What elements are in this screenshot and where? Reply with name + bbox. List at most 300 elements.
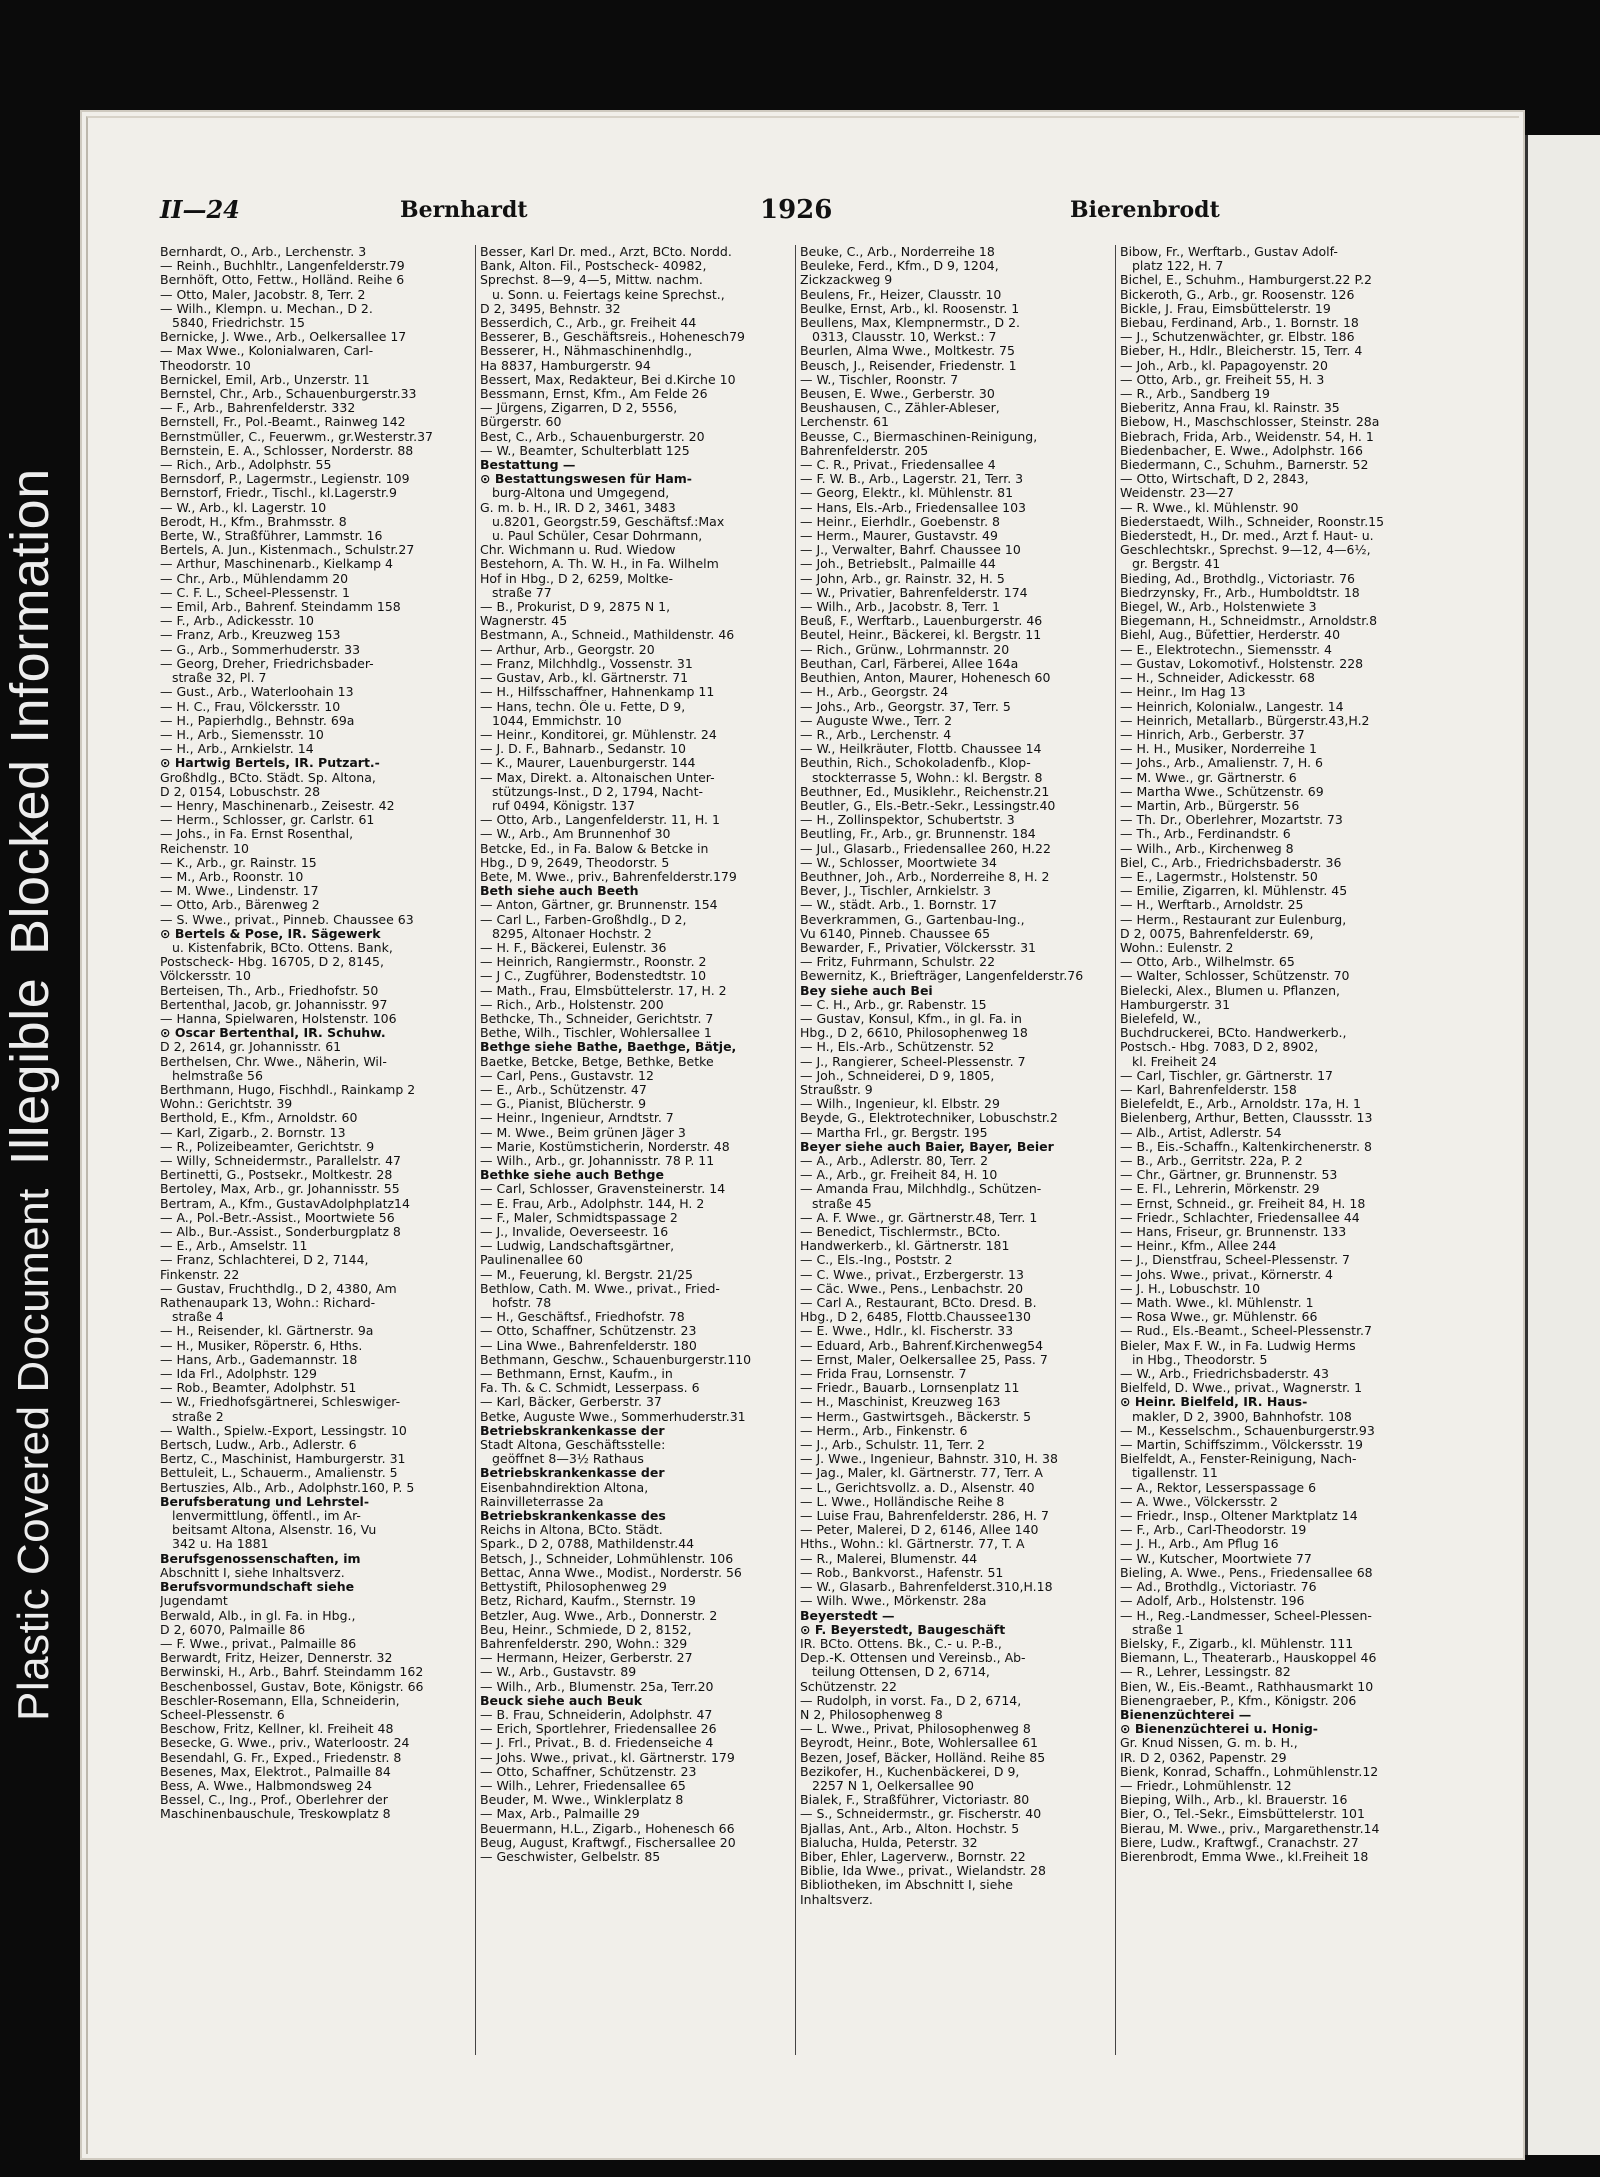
directory-entry-line: IR. D 2, 0362, Papenstr. 29: [1120, 1750, 1287, 1765]
directory-entry-line: Betriebskrankenkasse der: [480, 1423, 665, 1438]
directory-entry-line: Beutel, Heinr., Bäckerei, kl. Bergstr. 11: [800, 628, 1042, 643]
directory-entry-line: Betke, Auguste Wwe., Sommerhuderstr.31: [480, 1409, 746, 1424]
directory-entry-line: — Lina Wwe., Bahrenfelderstr. 180: [480, 1338, 697, 1353]
directory-entry-line: Bieberitz, Anna Frau, kl. Rainstr. 35: [1120, 401, 1340, 416]
directory-entry-line: — Carl, Tischler, gr. Gärtnerstr. 17: [1120, 1068, 1333, 1083]
directory-entry-line: — H. C., Frau, Völckersstr. 10: [160, 699, 341, 714]
directory-entry-line: — H., Arb., Siemensstr. 10: [160, 727, 324, 742]
directory-entry-line: — Rob., Beamter, Adolphstr. 51: [160, 1381, 357, 1396]
directory-entry-line: — Hans, Arb., Gademannstr. 18: [160, 1352, 358, 1367]
side-label-text: Plastic Covered Document: [9, 1188, 58, 1721]
directory-entry-line: — Frida Frau, Lornsenstr. 7: [800, 1367, 967, 1382]
directory-entry-line: — H. F., Bäckerei, Eulenstr. 36: [480, 940, 667, 955]
directory-entry-line: — Rosa Wwe., gr. Mühlenstr. 66: [1120, 1310, 1318, 1325]
directory-entry-line: Straußstr. 9: [800, 1082, 873, 1097]
directory-entry-line: Bestehorn, A. Th. W. H., in Fa. Wilhelm: [480, 557, 719, 572]
directory-entry-line: Völckersstr. 10: [160, 969, 251, 984]
directory-entry-line: — Wilh., Arb., Kirchenweg 8: [1120, 841, 1294, 856]
directory-entry-line: Bickle, J. Frau, Eimsbüttelerstr. 19: [1120, 301, 1331, 316]
directory-entry-line: Bialek, F., Straßführer, Victoriastr. 80: [800, 1793, 1030, 1808]
directory-entry-line: Bibow, Fr., Werftarb., Gustav Adolf-: [1120, 245, 1338, 259]
directory-entry-line: — Joh., Betriebslt., Palmaille 44: [800, 557, 996, 572]
directory-entry-line: lenvermittlung, öffentl., im Ar-: [172, 1509, 361, 1524]
directory-entry-line: — R., Arb., Lerchenstr. 4: [800, 727, 952, 742]
directory-entry-line: Berwinski, H., Arb., Bahrf. Steindamm 162: [160, 1665, 424, 1680]
directory-entry-line: Postsch.- Hbg. 7083, D 2, 8902,: [1120, 1040, 1319, 1055]
directory-entry-line: — M. Wwe., Lindenstr. 17: [160, 884, 319, 899]
directory-entry-line: — Arthur, Maschinenarb., Kielkamp 4: [160, 557, 393, 572]
directory-entry-line: Paulinenallee 60: [480, 1253, 583, 1268]
directory-entry-line: — Carl, Pens., Gustavstr. 12: [480, 1068, 654, 1083]
directory-entry-line: Betriebskrankenkasse der: [480, 1466, 665, 1481]
directory-entry-line: — E. Frau, Arb., Adolphstr. 144, H. 2: [480, 1196, 705, 1211]
side-label-text2: Illegible: [0, 977, 60, 1166]
directory-entry-line: — Cäc. Wwe., Pens., Lenbachstr. 20: [800, 1281, 1024, 1296]
directory-entry-line: Bertoley, Max, Arb., gr. Johannisstr. 55: [160, 1182, 400, 1197]
directory-entry-line: — Alb., Bur.-Assist., Sonderburgplatz 8: [160, 1225, 401, 1240]
directory-entry-line: — G., Pianist, Blücherstr. 9: [480, 1097, 647, 1112]
directory-entry-line: kl. Freiheit 24: [1132, 1054, 1217, 1069]
directory-entry-line: Berufsberatung und Lehrstel-: [160, 1494, 370, 1509]
directory-entry-line: — Carl A., Restaurant, BCto. Dresd. B.: [800, 1296, 1037, 1311]
directory-entry-line: Berthmann, Hugo, Fischhdl., Rainkamp 2: [160, 1082, 416, 1097]
directory-entry-line: Buchdruckerei, BCto. Handwerkerb.,: [1120, 1026, 1347, 1041]
directory-entry-line: Bezen, Josef, Bäcker, Holländ. Reihe 85: [800, 1750, 1046, 1765]
directory-entry-line: Beulens, Fr., Heizer, Clausstr. 10: [800, 287, 1002, 302]
directory-entry-line: Beuder, M. Wwe., Winklerplatz 8: [480, 1793, 684, 1808]
directory-entry-line: Baetke, Betcke, Betge, Bethke, Betke: [480, 1054, 714, 1069]
directory-entry-line: Postscheck- Hbg. 16705, D 2, 8145,: [160, 955, 384, 970]
directory-entry-line: Betzler, Aug. Wwe., Arb., Donnerstr. 2: [480, 1608, 718, 1623]
directory-entry-line: Bieler, Max F. W., in Fa. Ludwig Herms: [1120, 1338, 1356, 1353]
directory-entry-line: Berufsgenossenschaften, im: [160, 1551, 361, 1566]
directory-entry-line: ⊙ Bertels & Pose, IR. Sägewerk: [160, 926, 381, 941]
directory-entry-line: — L. Wwe., Privat, Philosophenweg 8: [800, 1722, 1031, 1737]
directory-entry-line: Gr. Knud Nissen, G. m. b. H.,: [1120, 1736, 1298, 1751]
directory-entry-line: u. Paul Schüler, Cesar Dohrmann,: [492, 529, 703, 544]
directory-entry-line: — Th. Dr., Oberlehrer, Mozartstr. 73: [1120, 813, 1343, 828]
directory-entry-line: — W., Schlosser, Moortwiete 34: [800, 855, 997, 870]
directory-entry-line: D 2, 3495, Behnstr. 32: [480, 301, 621, 316]
directory-entry-line: Biel, C., Arb., Friedrichsbaderstr. 36: [1120, 855, 1342, 870]
directory-entry-line: u. Sonn. u. Feiertags keine Sprechst.,: [492, 287, 725, 302]
directory-entry-line: — Bethmann, Ernst, Kaufm., in: [480, 1367, 673, 1382]
column-divider: [1115, 245, 1116, 2055]
directory-entry-line: — H., Arb., Georgstr. 24: [800, 685, 949, 700]
directory-entry-line: — S., Schneidermstr., gr. Fischerstr. 40: [800, 1807, 1042, 1822]
directory-entry-line: — K., Maurer, Lauenburgerstr. 144: [480, 756, 696, 771]
directory-entry-line: Bestmann, A., Schneid., Mathildenstr. 46: [480, 628, 735, 643]
directory-entry-line: Abschnitt I, siehe Inhaltsverz.: [160, 1565, 345, 1580]
directory-entry-line: Best, C., Arb., Schauenburgerstr. 20: [480, 429, 705, 444]
directory-entry-line: — Wilh. Wwe., Mörkenstr. 28a: [800, 1594, 987, 1609]
directory-entry-line: — E. Wwe., Hdlr., kl. Fischerstr. 33: [800, 1324, 1014, 1339]
directory-entry-line: — Hinrich, Arb., Gerberstr. 37: [1120, 727, 1305, 742]
directory-entry-line: Biebrach, Frida, Arb., Weidenstr. 54, H. 1: [1120, 429, 1374, 444]
last-entry-name: Bierenbrodt: [1070, 197, 1220, 223]
column-2: [480, 245, 798, 1864]
directory-entry-line: — H., Werftarb., Arnoldstr. 25: [1120, 898, 1304, 913]
directory-entry-line: — Heinr., Eierhdlr., Goebenstr. 8: [800, 514, 1000, 529]
directory-entry-line: — M. Wwe., Beim grünen Jäger 3: [480, 1125, 686, 1140]
directory-entry-line: Berthold, E., Kfm., Arnoldstr. 60: [160, 1111, 358, 1126]
directory-entry-line: Beth siehe auch Beeth: [480, 884, 639, 899]
directory-entry-line: IR. BCto. Ottens. Bk., C.- u. P.-B.,: [800, 1636, 1002, 1651]
directory-entry-line: — Willy, Schneidermstr., Parallelstr. 47: [160, 1154, 401, 1168]
directory-entry-line: — Ad., Brothdlg., Victoriastr. 76: [1120, 1580, 1317, 1595]
directory-entry-line: — Max, Arb., Palmaille 29: [480, 1807, 640, 1822]
directory-entry-line: Biebow, H., Maschschlosser, Steinstr. 28a: [1120, 415, 1380, 430]
directory-entry-line: — Wilh., Ingenieur, kl. Elbstr. 29: [800, 1097, 1000, 1112]
directory-entry-line: Beyrodt, Heinr., Bote, Wohlersallee 61: [800, 1736, 1038, 1751]
directory-entry-line: — G., Arb., Sommerhuderstr. 33: [160, 642, 361, 657]
directory-entry-line: tigallenstr. 11: [1132, 1466, 1218, 1481]
directory-entry-line: — Marie, Kostümsticherin, Norderstr. 48: [480, 1139, 730, 1154]
directory-entry-line: — Herm., Arb., Finkenstr. 6: [800, 1423, 968, 1438]
directory-entry-line: — Otto, Schaffner, Schützenstr. 23: [480, 1764, 697, 1779]
directory-entry-line: — John, Arb., gr. Rainstr. 32, H. 5: [800, 571, 1005, 586]
directory-entry-line: Beuleke, Ferd., Kfm., D 9, 1204,: [800, 259, 999, 274]
directory-entry-line: 1044, Emmichstr. 10: [492, 713, 622, 728]
directory-entry-line: — M. Wwe., gr. Gärtnerstr. 6: [1120, 770, 1297, 785]
directory-entry-line: — Herm., Gastwirtsgeh., Bäckerstr. 5: [800, 1409, 1032, 1424]
directory-entry-line: Wagnerstr. 45: [480, 614, 568, 629]
directory-entry-line: Schützenstr. 22: [800, 1679, 897, 1694]
directory-entry-line: teilung Ottensen, D 2, 6714,: [812, 1665, 990, 1680]
directory-entry-line: Besenes, Max, Elektrot., Palmaille 84: [160, 1764, 391, 1779]
directory-entry-line: — H. H., Musiker, Norderreihe 1: [1120, 742, 1317, 757]
directory-entry-line: — M., Feuerung, kl. Bergstr. 21/25: [480, 1267, 694, 1282]
directory-entry-line: — Gustav, Lokomotivf., Holstenstr. 228: [1120, 656, 1364, 671]
directory-entry-line: Bjallas, Ant., Arb., Alton. Hochstr. 5: [800, 1821, 1020, 1836]
directory-entry-line: Beug, August, Kraftwgf., Fischersallee 20: [480, 1835, 736, 1850]
directory-entry-line: — Walter, Schlosser, Schützenstr. 70: [1120, 969, 1350, 984]
directory-entry-line: — Hermann, Heizer, Gerberstr. 27: [480, 1651, 693, 1666]
directory-entry-line: Beu, Heinr., Schmiede, D 2, 8152,: [480, 1622, 692, 1637]
directory-entry-line: — Alb., Artist, Adlerstr. 54: [1120, 1125, 1282, 1140]
directory-entry-line: — J., Schutzenwächter, gr. Elbstr. 186: [1120, 330, 1355, 345]
directory-entry-line: Beusch, J., Reisender, Friedenstr. 1: [800, 358, 1017, 373]
directory-entry-line: — Karl, Bäcker, Gerberstr. 37: [480, 1395, 662, 1410]
column-4: [1120, 245, 1438, 1864]
directory-entry-line: Bernstorf, Friedr., Tischl., kl.Lagerstr.9: [160, 486, 397, 501]
directory-entry-line: Bessel, C., Ing., Prof., Oberlehrer der: [160, 1793, 388, 1808]
directory-entry-line: — Wilh., Arb., Blumenstr. 25a, Terr.20: [480, 1679, 714, 1694]
directory-entry-line: Sprechst. 8—9, 4—5, Mittw. nachm.: [480, 273, 703, 288]
directory-entry-line: Jugendamt: [160, 1594, 228, 1609]
directory-entry-line: Zickzackweg 9: [800, 273, 893, 288]
directory-entry-line: Bank, Alton. Fil., Postscheck- 40982,: [480, 259, 707, 274]
directory-entry-line: Bertels, A. Jun., Kistenmach., Schulstr.27: [160, 543, 415, 558]
directory-entry-line: Berteisen, Th., Arb., Friedhofstr. 50: [160, 983, 379, 998]
directory-entry-line: Bierenbrodt, Emma Wwe., kl.Freiheit 18: [1120, 1849, 1369, 1864]
directory-entry-line: — Jul., Glasarb., Friedensallee 260, H.22: [800, 841, 1051, 856]
directory-entry-line: Wohn.: Gerichtstr. 39: [160, 1097, 293, 1112]
directory-entry-line: — E., Lagermstr., Holstenstr. 50: [1120, 869, 1318, 884]
directory-entry-line: Bethcke, Th., Schneider, Gerichtstr. 7: [480, 1011, 714, 1026]
directory-entry-line: Beushausen, C., Zähler-Ableser,: [800, 401, 1000, 416]
directory-entry-line: Biber, Ehler, Lagerverw., Bornstr. 22: [800, 1849, 1026, 1864]
directory-entry-line: — Emil, Arb., Bahrenf. Steindamm 158: [160, 600, 401, 615]
directory-entry-line: Bernhöft, Otto, Fettw., Holländ. Reihe 6: [160, 273, 405, 288]
directory-entry-line: — W., Glasarb., Bahrenfelderst.310,H.18: [800, 1580, 1053, 1595]
directory-entry-line: — E., Arb., Schützenstr. 47: [480, 1082, 647, 1097]
directory-entry-line: u.8201, Georgstr.59, Geschäftsf.:Max: [492, 514, 725, 529]
directory-entry-line: — Amanda Frau, Milchhdlg., Schützen-: [800, 1182, 1042, 1197]
directory-entry-line: straße 32, Pl. 7: [172, 671, 267, 686]
directory-entry-line: ⊙ Oscar Bertenthal, IR. Schuhw.: [160, 1026, 386, 1041]
column-divider: [795, 245, 796, 2055]
column-3: [800, 245, 1118, 1907]
directory-entry-line: — W., Arb., kl. Lagerstr. 10: [160, 500, 327, 515]
directory-entry-line: Bethmann, Geschw., Schauenburgerstr.110: [480, 1352, 752, 1367]
first-entry-name: Bernhardt: [400, 197, 528, 223]
directory-entry-line: — M., Arb., Roonstr. 10: [160, 869, 304, 884]
directory-entry-line: — W., städt. Arb., 1. Bornstr. 17: [800, 898, 997, 913]
directory-entry-line: — Ernst, Maler, Oelkersallee 25, Pass. 7: [800, 1352, 1048, 1367]
directory-entry-line: — F., Arb., Bahrenfelderstr. 332: [160, 401, 356, 416]
directory-entry-line: — W., Friedhofsgärtnerei, Schleswiger-: [160, 1395, 401, 1410]
directory-entry-line: Bahrenfelderstr. 290, Wohn.: 329: [480, 1636, 688, 1651]
directory-entry-line: — J., Rangierer, Scheel-Plessenstr. 7: [800, 1054, 1026, 1069]
directory-entry-line: ruf 0494, Königstr. 137: [492, 798, 635, 813]
directory-entry-line: — C. H., Arb., gr. Rabenstr. 15: [800, 997, 987, 1012]
directory-entry-line: Berwardt, Fritz, Heizer, Dennerstr. 32: [160, 1651, 393, 1666]
directory-entry-line: ⊙ Hartwig Bertels, IR. Putzart.-: [160, 756, 380, 771]
directory-entry-line: Besser, Karl Dr. med., Arzt, BCto. Nordd.: [480, 245, 732, 259]
directory-entry-line: — Auguste Wwe., Terr. 2: [800, 713, 953, 728]
directory-entry-line: — C. R., Privat., Friedensallee 4: [800, 458, 996, 473]
directory-entry-line: — F., Arb., Adickesstr. 10: [160, 614, 314, 629]
page-number: II—24: [160, 195, 240, 224]
directory-entry-line: 5840, Friedrichstr. 15: [172, 316, 305, 331]
directory-entry-line: — Gustav, Konsul, Kfm., in gl. Fa. in: [800, 1011, 1022, 1026]
directory-entry-line: Biedenbacher, E. Wwe., Adolphstr. 166: [1120, 443, 1363, 458]
directory-entry-line: Rathenaupark 13, Wohn.: Richard-: [160, 1296, 376, 1311]
directory-entry-line: Reichenstr. 10: [160, 841, 249, 856]
directory-entry-line: — Georg, Elektr., kl. Mühlenstr. 81: [800, 486, 1014, 501]
directory-entry-line: Betz, Richard, Kaufm., Sternstr. 19: [480, 1594, 696, 1609]
directory-entry-line: Hbg., D 9, 2649, Theodorstr. 5: [480, 855, 670, 870]
directory-entry-line: Berte, W., Straßführer, Lammstr. 16: [160, 529, 383, 544]
directory-entry-line: Besendahl, G. Fr., Exped., Friedenstr. 8: [160, 1750, 402, 1765]
directory-entry-line: — Friedr., Insp., Oltener Marktplatz 14: [1120, 1509, 1358, 1524]
directory-entry-line: — Friedr., Bauarb., Lornsenplatz 11: [800, 1381, 1020, 1396]
directory-entry-line: Bettuleit, L., Schauerm., Amalienstr. 5: [160, 1466, 398, 1481]
directory-entry-line: Bessert, Max, Redakteur, Bei d.Kirche 10: [480, 372, 736, 387]
directory-entry-line: G. m. b. H., IR. D 2, 3461, 3483: [480, 500, 676, 515]
directory-entry-line: Chr. Wichmann u. Rud. Wiedow: [480, 543, 676, 558]
directory-entry-line: — Rudolph, in vorst. Fa., D 2, 6714,: [800, 1693, 1022, 1708]
directory-entry-line: — C., Els.-Ing., Poststr. 2: [800, 1253, 953, 1268]
column-1: [160, 245, 478, 1822]
directory-entry-line: — Heinr., Konditorei, gr. Mühlenstr. 24: [480, 727, 717, 742]
directory-entry-line: — H., Maschinist, Kreuzweg 163: [800, 1395, 1001, 1410]
directory-entry-line: Dep.-K. Ottensen und Vereinsb., Ab-: [800, 1651, 1026, 1666]
directory-entry-line: Bethke siehe auch Bethge: [480, 1168, 664, 1183]
directory-entry-line: Beuthner, Ed., Musiklehr., Reichenstr.21: [800, 784, 1050, 799]
directory-entry-line: — Carl L., Farben-Großhdlg., D 2,: [480, 912, 687, 927]
directory-entry-line: Vu 6140, Pinneb. Chaussee 65: [800, 926, 991, 941]
directory-entry-line: Bielefeldt, E., Arb., Arnoldstr. 17a, H. 1: [1120, 1097, 1362, 1112]
directory-entry-line: — Otto, Wirtschaft, D 2, 2843,: [1120, 472, 1309, 487]
directory-entry-line: Bey siehe auch Bei: [800, 983, 933, 998]
directory-entry-line: — Gustav, Fruchthdlg., D 2, 4380, Am: [160, 1281, 397, 1296]
directory-entry-line: — Johs., in Fa. Ernst Rosenthal,: [160, 827, 354, 842]
directory-entry-line: Bibliotheken, im Abschnitt I, siehe: [800, 1878, 1013, 1893]
directory-entry-line: — K., Arb., gr. Rainstr. 15: [160, 855, 317, 870]
directory-entry-line: Großhdlg., BCto. Städt. Sp. Altona,: [160, 770, 376, 785]
directory-entry-line: Reichs in Altona, BCto. Städt.: [480, 1523, 663, 1538]
directory-entry-line: — B., Prokurist, D 9, 2875 N 1,: [480, 600, 671, 615]
directory-entry-line: Hbg., D 2, 6610, Philosophenweg 18: [800, 1026, 1028, 1041]
directory-entry-line: — J. D. F., Bahnarb., Sedanstr. 10: [480, 742, 686, 757]
directory-entry-line: Beuke, C., Arb., Norderreihe 18: [800, 245, 995, 259]
directory-entry-line: Hbg., D 2, 6485, Flottb.Chaussee130: [800, 1310, 1031, 1325]
directory-entry-line: — Herm., Schlosser, gr. Carlstr. 61: [160, 813, 375, 828]
directory-entry-line: — Johs. Wwe., privat., Körnerstr. 4: [1120, 1267, 1334, 1282]
directory-entry-line: — W., Arb., Am Brunnenhof 30: [480, 827, 671, 842]
directory-entry-line: — Wilh., Arb., gr. Johannisstr. 78 P. 11: [480, 1154, 715, 1168]
directory-entry-line: — Heinrich, Metallarb., Bürgerstr.43,H.2: [1120, 713, 1370, 728]
next-page-edge: [1525, 135, 1600, 2155]
directory-entry-line: — Benedict, Tischlermstr., BCto.: [800, 1225, 1001, 1240]
directory-entry-line: Beuthner, Joh., Arb., Norderreihe 8, H. 2: [800, 869, 1050, 884]
directory-entry-line: Bahrenfelderstr. 205: [800, 443, 929, 458]
directory-entry-line: Beyerstedt —: [800, 1608, 895, 1623]
directory-entry-line: straße 2: [172, 1409, 224, 1424]
directory-entry-line: Berwald, Alb., in gl. Fa. in Hbg.,: [160, 1608, 356, 1623]
directory-entry-line: Bienk, Konrad, Schaffn., Lohmühlenstr.12: [1120, 1764, 1379, 1779]
directory-entry-line: Biere, Ludw., Kraftwgf., Cranachstr. 27: [1120, 1835, 1359, 1850]
directory-entry-line: gr. Bergstr. 41: [1132, 557, 1221, 572]
column-divider: [475, 245, 476, 2055]
directory-entry-line: Berthelsen, Chr. Wwe., Näherin, Wil-: [160, 1054, 387, 1069]
directory-entry-line: burg-Altona und Umgegend,: [492, 486, 670, 501]
directory-entry-line: — Geschwister, Gelbelstr. 85: [480, 1849, 661, 1864]
directory-entry-line: ⊙ Bestattungswesen für Ham-: [480, 472, 692, 487]
directory-entry-line: — H., Zollinspektor, Schubertstr. 3: [800, 813, 1015, 828]
directory-entry-line: Theodorstr. 10: [160, 358, 251, 373]
directory-entry-line: Hths., Wohn.: kl. Gärtnerstr. 77, T. A: [800, 1537, 1025, 1552]
directory-entry-line: — Otto, Schaffner, Schützenstr. 23: [480, 1324, 697, 1339]
directory-entry-line: D 2, 0154, Lobuschstr. 28: [160, 784, 321, 799]
directory-entry-line: Handwerkerb., kl. Gärtnerstr. 181: [800, 1239, 1010, 1254]
directory-entry-line: — R. Wwe., kl. Mühlenstr. 90: [1120, 500, 1299, 515]
directory-entry-line: Berufsvormundschaft siehe: [160, 1580, 355, 1595]
directory-entry-line: ⊙ Bienenzüchterei u. Honig-: [1120, 1722, 1318, 1737]
directory-entry-line: Biegemann, H., Schneidmstr., Arnoldstr.8: [1120, 614, 1378, 629]
directory-entry-line: Bielfeld, D. Wwe., privat., Wagnerstr. 1: [1120, 1381, 1363, 1396]
directory-entry-line: — Chr., Arb., Mühlendamm 20: [160, 571, 349, 586]
directory-entry-line: Bielecki, Alex., Blumen u. Pflanzen,: [1120, 983, 1340, 998]
directory-entry-line: — A., Arb., gr. Freiheit 84, H. 10: [800, 1168, 998, 1183]
directory-entry-line: Bertinetti, G., Postsekr., Moltkestr. 28: [160, 1168, 393, 1183]
directory-entry-line: — A. Wwe., Völckersstr. 2: [1120, 1494, 1278, 1509]
directory-entry-line: Bessmann, Ernst, Kfm., Am Felde 26: [480, 387, 708, 402]
directory-entry-line: — Math., Frau, Elmsbüttelerstr. 17, H. 2: [480, 983, 727, 998]
directory-entry-line: Beschenbossel, Gustav, Bote, Königstr. 66: [160, 1679, 424, 1694]
directory-entry-line: Beuthien, Anton, Maurer, Hohenesch 60: [800, 671, 1051, 686]
directory-entry-line: — E. Fl., Lehrerin, Mörkenstr. 29: [1120, 1182, 1320, 1197]
directory-entry-line: — Gustav, Arb., kl. Gärtnerstr. 71: [480, 671, 689, 686]
directory-entry-line: Biederstedt, H., Dr. med., Arzt f. Haut- u.: [1120, 529, 1374, 544]
directory-entry-line: Betsch, J., Schneider, Lohmühlenstr. 106: [480, 1551, 734, 1566]
directory-entry-line: Stadt Altona, Geschäftsstelle:: [480, 1438, 666, 1453]
directory-entry-line: — W., Beamter, Schulterblatt 125: [480, 443, 690, 458]
directory-entry-line: — Eduard, Arb., Bahrenf.Kirchenweg54: [800, 1338, 1044, 1353]
directory-entry-line: — Heinrich, Rangiermstr., Roonstr. 2: [480, 955, 707, 970]
directory-entry-line: Eisenbahndirektion Altona,: [480, 1480, 649, 1495]
directory-entry-line: beitsamt Altona, Alsenstr. 16, Vu: [172, 1523, 377, 1538]
directory-entry-line: — Johs. Wwe., privat., kl. Gärtnerstr. 179: [480, 1750, 735, 1765]
directory-entry-line: ⊙ F. Beyerstedt, Baugeschäft: [800, 1622, 1006, 1637]
directory-entry-line: Beuß, F., Werftarb., Lauenburgerstr. 46: [800, 614, 1043, 629]
directory-entry-line: — Hans, techn. Öle u. Fette, D 9,: [480, 699, 686, 714]
directory-entry-line: Beuthan, Carl, Färberei, Allee 164a: [800, 656, 1019, 671]
directory-entry-line: — B. Frau, Schneiderin, Adolphstr. 47: [480, 1707, 713, 1722]
directory-entry-line: Bieling, A. Wwe., Pens., Friedensallee 68: [1120, 1565, 1373, 1580]
directory-entry-line: Besserdich, C., Arb., gr. Freiheit 44: [480, 316, 697, 331]
directory-entry-line: Geschlechtskr., Sprechst. 9—12, 4—6½,: [1120, 543, 1371, 558]
directory-entry-line: — R., Polizeibeamter, Gerichtstr. 9: [160, 1139, 375, 1154]
directory-entry-line: — J. H., Lobuschstr. 10: [1120, 1281, 1261, 1296]
directory-entry-line: Lerchenstr. 61: [800, 415, 889, 430]
directory-entry-line: — L., Gerichtsvollz. a. D., Alsenstr. 40: [800, 1480, 1035, 1495]
side-label-text3: Blocked Information: [0, 468, 60, 956]
directory-entry-line: Bezikofer, H., Kuchenbäckerei, D 9,: [800, 1764, 1020, 1779]
directory-entry-line: — J., Invalide, Oeverseestr. 16: [480, 1225, 669, 1240]
directory-entry-line: N 2, Philosophenweg 8: [800, 1707, 943, 1722]
directory-entry-line: Bichel, E., Schuhm., Hamburgerst.22 P.2: [1120, 273, 1373, 288]
directory-entry-line: helmstraße 56: [172, 1068, 263, 1083]
directory-entry-line: Biebau, Ferdinand, Arb., 1. Bornstr. 18: [1120, 316, 1359, 331]
directory-entry-line: — Anton, Gärtner, gr. Brunnenstr. 154: [480, 898, 718, 913]
directory-entry-line: D 2, 2614, gr. Johannisstr. 61: [160, 1040, 342, 1055]
directory-entry-line: — Chr., Gärtner, gr. Brunnenstr. 53: [1120, 1168, 1338, 1183]
directory-entry-line: — Adolf, Arb., Holstenstr. 196: [1120, 1594, 1305, 1609]
directory-entry-line: Bewarder, F., Privatier, Völckersstr. 31: [800, 940, 1036, 955]
directory-entry-line: — Ida Frl., Adolphstr. 129: [160, 1367, 317, 1382]
directory-entry-line: — Franz, Milchhdlg., Vossenstr. 31: [480, 656, 693, 671]
directory-entry-line: Inhaltsverz.: [800, 1892, 873, 1907]
directory-entry-line: — Luise Frau, Bahrenfelderstr. 286, H. 7: [800, 1509, 1049, 1524]
directory-entry-line: — Ernst, Schneid., gr. Freiheit 84, H. 18: [1120, 1196, 1366, 1211]
directory-entry-line: — A. F. Wwe., gr. Gärtnerstr.48, Terr. 1: [800, 1210, 1038, 1225]
directory-entry-line: — W., Privatier, Bahrenfelderstr. 174: [800, 585, 1028, 600]
directory-entry-line: — Wilh., Lehrer, Friedensallee 65: [480, 1778, 686, 1793]
directory-entry-line: — Otto, Maler, Jacobstr. 8, Terr. 2: [160, 287, 366, 302]
directory-entry-line: — Reinh., Buchhltr., Langenfelderstr.79: [160, 259, 405, 274]
directory-entry-line: Maschinenbauschule, Treskowplatz 8: [160, 1807, 391, 1822]
directory-entry-line: Besecke, G. Wwe., priv., Waterloostr. 24: [160, 1736, 410, 1751]
directory-entry-line: — Arthur, Arb., Georgstr. 20: [480, 642, 655, 657]
directory-entry-line: platz 122, H. 7: [1132, 259, 1224, 274]
directory-entry-line: Bettystift, Philosophenweg 29: [480, 1580, 667, 1595]
directory-entry-line: — Heinr., Ingenieur, Arndtstr. 7: [480, 1111, 674, 1126]
directory-entry-line: — Otto, Arb., gr. Freiheit 55, H. 3: [1120, 372, 1325, 387]
directory-entry-line: Bertuszies, Alb., Arb., Adolphstr.160, P. 5: [160, 1480, 415, 1495]
directory-entry-line: — J., Verwalter, Bahrf. Chaussee 10: [800, 543, 1021, 558]
directory-entry-line: Bertram, A., Kfm., GustavAdolphplatz14: [160, 1196, 410, 1211]
directory-entry-line: — Jag., Maler, kl. Gärtnerstr. 77, Terr. A: [800, 1466, 1043, 1481]
directory-entry-line: — Friedr., Schlachter, Friedensallee 44: [1120, 1210, 1360, 1225]
directory-entry-line: 8295, Altonaer Hochstr. 2: [492, 926, 652, 941]
directory-entry-line: — Rud., Els.-Beamt., Scheel-Plessenstr.7: [1120, 1324, 1372, 1339]
directory-entry-line: Beverkrammen, G., Gartenbau-Ing.,: [800, 912, 1025, 927]
directory-entry-line: — R., Arb., Sandberg 19: [1120, 387, 1270, 402]
directory-entry-line: Bethlow, Cath. M. Wwe., privat., Fried-: [480, 1281, 720, 1296]
